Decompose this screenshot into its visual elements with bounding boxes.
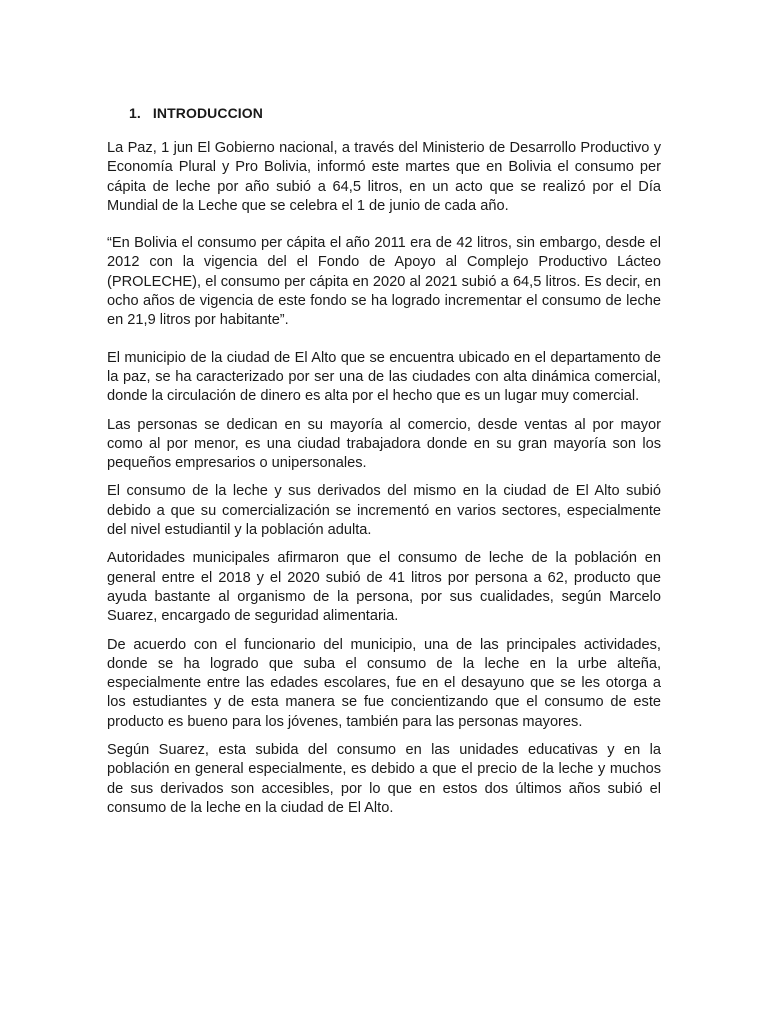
section-heading (129, 104, 661, 122)
section-number: 1. (129, 105, 141, 121)
paragraph-suarez: Según Suarez, esta subida del consumo en las unidades educativas y en la población en general especialmente, es debido a que el precio de la leche y muchos de sus derivados son accesibles, por lo que en estos dos últimos años subió el consumo de la leche en la ciudad de El Alto. (107, 742, 661, 816)
section-title: INTRODUCCION (152, 105, 263, 121)
paragraph-comercio: Las personas se dedican en su mayoría al comercio, desde ventas al por mayor como al por menor, es una ciudad trabajadora donde en su gran mayoría son los pequeños empresarios o unipersonales. (107, 416, 661, 472)
paragraph-el-alto: El municipio de la ciudad de El Alto que se encuentra ubicado en el departamento de la paz, se ha caracterizado por ser una de las ciudades con alta dinámica comercial, donde la circulación de dinero es alta por el hecho que es un lugar muy comercial. (107, 349, 661, 405)
paragraph-intro: La Paz, 1 jun El Gobierno nacional, a través del Ministerio de Desarrollo Productivo y Economía Plural y Pro Bolivia, informó este martes que en Bolivia el consumo per cápita de leche por año subió a 64,5 litros, en un acto que se realizó por el Día Mundial de la Leche que se celebra el 1 de junio de cada año. (107, 140, 661, 214)
paragraph-autoridades: Autoridades municipales afirmaron que el consumo de leche de la población en general entre el 2018 y el 2020 subió de 41 litros por persona a 62, producto que ayuda bastante al organismo de la persona, por sus cualidades, según Marcelo Suarez, encargado de seguridad alimentaria. (107, 550, 661, 625)
paragraph-quote: “En Bolivia el consumo per cápita el año 2011 era de 42 litros, sin embargo, desde el 2012 con la vigencia del el Fondo de Apoyo al Complejo Productivo Lácteo (PROLECHE), el consumo per cápita en 2020 al 2021 subió a 64,5 litros. Es decir, en ocho años de vigencia de este fondo se ha logrado incrementar el consumo de leche en 21,9 litros por habitante”. (107, 235, 661, 329)
document-page (107, 104, 661, 818)
paragraph-consumo: El consumo de la leche y sus derivados del mismo en la ciudad de El Alto subió debido a que su comercialización se incrementó en varios sectores, especialmente del nivel estudiantil y la población adulta. (107, 483, 661, 539)
paragraph-funcionario: De acuerdo con el funcionario del municipio, una de las principales actividades, donde se ha logrado que suba el consumo de la leche en la urbe alteña, especialmente entre las edades escolares, fue en el desayuno que se les otorga a los estudiantes y de esta manera se fue concientizando que el consumo de este producto es bueno para los jóvenes, también para las personas mayores. (107, 636, 661, 730)
